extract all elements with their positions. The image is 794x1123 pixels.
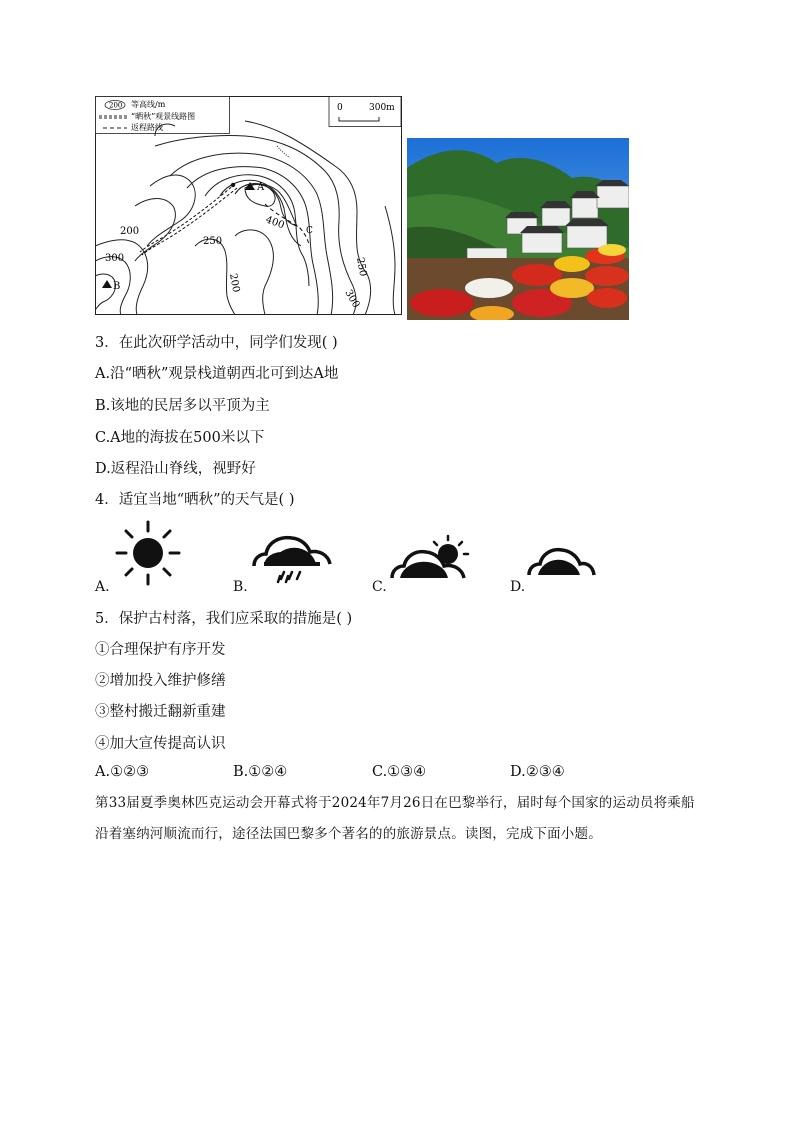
legend-contour-sample: 200 xyxy=(109,101,123,110)
q3-option-b[interactable]: B.该地的民居多以平顶为主 xyxy=(95,398,270,414)
point-a-label: A xyxy=(257,182,265,193)
q5-option-a[interactable]: A.①②③ xyxy=(95,764,150,780)
village-photo xyxy=(407,138,629,320)
svg-text:200: 200 xyxy=(120,226,140,237)
q3-option-c[interactable]: C.A地的海拔在500米以下 xyxy=(95,430,265,446)
svg-text:300: 300 xyxy=(342,288,362,311)
svg-text:200: 200 xyxy=(227,272,242,294)
q5-option-c[interactable]: C.①③④ xyxy=(372,764,427,780)
q5-option-b[interactable]: B.①②④ xyxy=(233,764,288,780)
point-b-label: B xyxy=(113,281,121,292)
q3-option-a[interactable]: A.沿“晒秋”观景栈道朝西北可到达A地 xyxy=(95,366,339,382)
q3-option-d[interactable]: D.返程沿山脊线，视野好 xyxy=(95,461,256,477)
svg-text:250: 250 xyxy=(203,236,223,247)
cloud-rain-icon xyxy=(250,530,334,586)
sun-icon xyxy=(114,520,182,586)
q5-item-1: ①合理保护有序开发 xyxy=(95,642,226,658)
reading-passage: 第33届夏季奥林匹克运动会开幕式将于2024年7月26日在巴黎举行，届时每个国家的运动员将乘船沿着塞纳河顺流而行，途径法国巴黎多个著名的的旅游景点。读图，完成下面小题。 xyxy=(95,795,695,842)
q3-stem: 3．在此次研学活动中，同学们发现( ) xyxy=(95,335,338,351)
cloud-sun-icon xyxy=(388,534,478,582)
q5-item-2: ②增加投入维护修缮 xyxy=(95,673,226,689)
q4-option-d[interactable]: D. xyxy=(510,579,526,595)
legend-return-label: 返程路线 xyxy=(131,123,163,132)
legend-contour-label: 等高线/m xyxy=(131,100,166,109)
q5-item-4: ④加大宣传提高认识 xyxy=(95,736,226,752)
q5-options xyxy=(95,764,655,784)
q5-option-d[interactable]: D.②③④ xyxy=(510,764,565,780)
point-c-label: C xyxy=(306,226,313,236)
scale-zero: 0 xyxy=(337,103,343,113)
q5-stem: 5．保护古村落，我们应采取的措施是( ) xyxy=(95,611,353,627)
q4-stem: 4．适宜当地“晒秋”的天气是( ) xyxy=(95,492,295,508)
svg-text:400: 400 xyxy=(263,214,286,232)
scale-end: 300m xyxy=(369,103,395,113)
map-legend xyxy=(96,97,230,134)
q5-item-3: ③整村搬迁翻新重建 xyxy=(95,704,226,720)
svg-text:250: 250 xyxy=(354,256,369,278)
q4-option-b[interactable]: B. xyxy=(233,579,248,595)
legend-route-label: “晒秋”观景线路图 xyxy=(131,112,196,121)
q4-option-c[interactable]: C. xyxy=(372,579,387,595)
svg-text:300: 300 xyxy=(105,253,125,264)
map-scale xyxy=(329,97,401,127)
q4-option-a[interactable]: A. xyxy=(95,579,110,595)
contour-map xyxy=(95,96,403,316)
cloud-icon xyxy=(526,544,596,578)
